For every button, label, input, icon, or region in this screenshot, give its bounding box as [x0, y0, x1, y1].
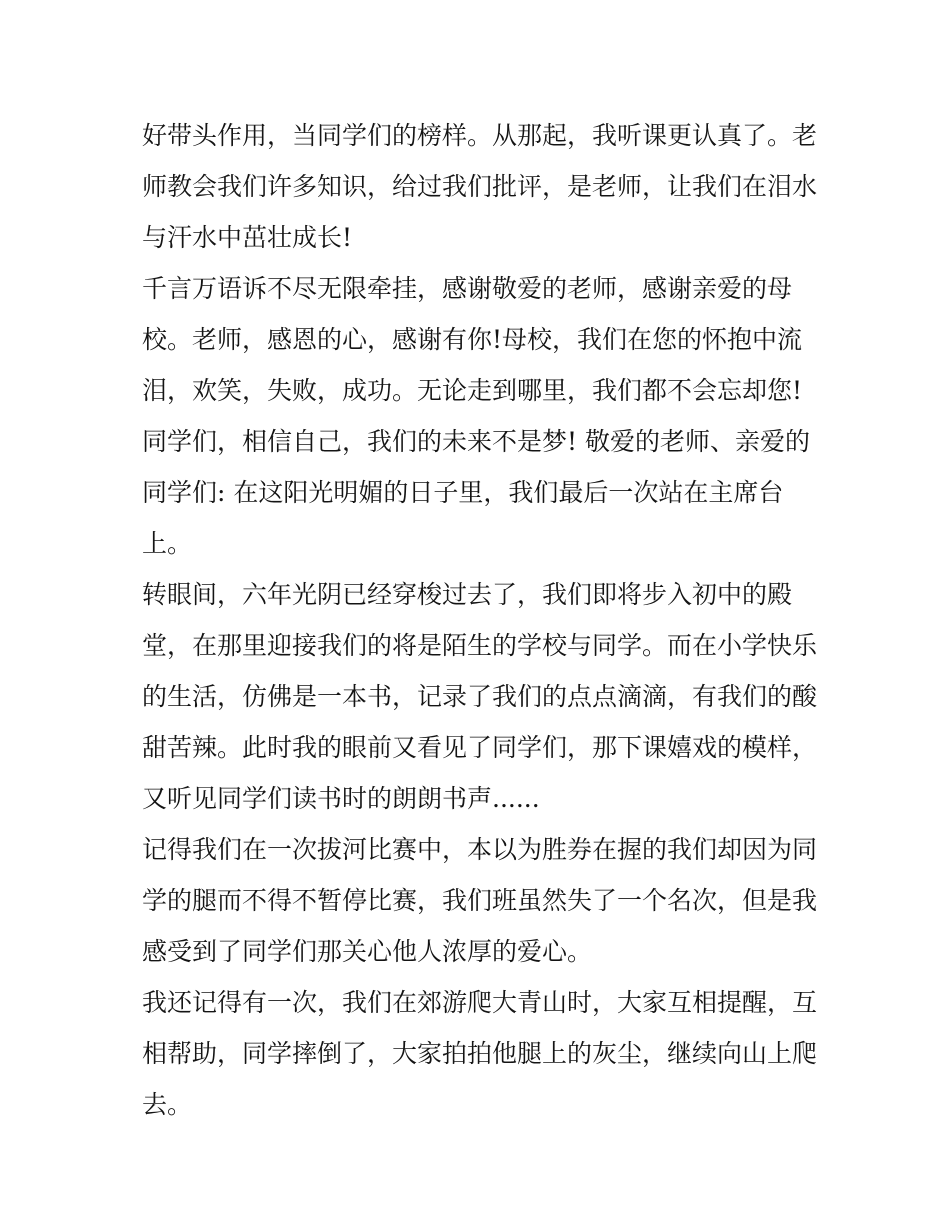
- text-line: 校。老师，感恩的心，感谢有你!母校，我们在您的怀抱中流: [142, 325, 803, 354]
- text-line: 又听见同学们读书时的朗朗书声......: [142, 784, 540, 813]
- text-line: 的生活，仿佛是一本书，记录了我们的点点滴滴，有我们的酸: [142, 682, 818, 711]
- text-line: 千言万语诉不尽无限牵挂，感谢敬爱的老师，感谢亲爱的母: [142, 274, 793, 303]
- text-line: 师教会我们许多知识，给过我们批评，是老师，让我们在泪水: [142, 172, 818, 201]
- text-line: 学的腿而不得不暂停比赛，我们班虽然失了一个名次，但是我: [142, 886, 818, 915]
- text-line: 甜苦辣。此时我的眼前又看见了同学们，那下课嬉戏的模样，: [142, 733, 818, 762]
- text-line: 同学们: 在这阳光明媚的日子里，我们最后一次站在主席台: [142, 478, 784, 507]
- text-line: 堂，在那里迎接我们的将是陌生的学校与同学。而在小学快乐: [142, 631, 818, 660]
- document-body: [142, 110, 822, 1130]
- text-line: 好带头作用，当同学们的榜样。从那起，我听课更认真了。老: [142, 121, 818, 150]
- text-line: 泪，欢笑，失败，成功。无论走到哪里，我们都不会忘却您!: [142, 376, 803, 405]
- text-line: 上。: [142, 529, 193, 558]
- text-line: 记得我们在一次拔河比赛中，本以为胜券在握的我们却因为同: [142, 835, 818, 864]
- text-line: 同学们，相信自己，我们的未来不是梦! 敬爱的老师、亲爱的: [142, 427, 810, 456]
- text-line: 与汗水中茁壮成长!: [142, 223, 353, 252]
- text-line: 相帮助，同学摔倒了，大家拍拍他腿上的灰尘，继续向山上爬: [142, 1039, 818, 1068]
- text-line: 转眼间，六年光阴已经穿梭过去了，我们即将步入初中的殿: [142, 580, 793, 609]
- text-line: 感受到了同学们那关心他人浓厚的爱心。: [142, 937, 593, 966]
- text-line: 我还记得有一次，我们在郊游爬大青山时，大家互相提醒，互: [142, 988, 818, 1017]
- text-line: 去。: [142, 1090, 193, 1119]
